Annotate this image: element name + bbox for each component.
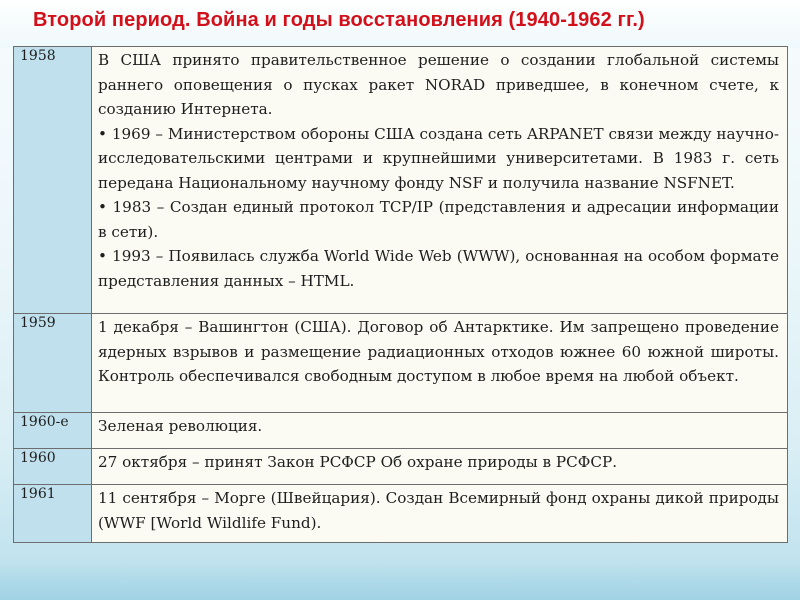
table-row — [14, 314, 788, 413]
event-text-cell — [92, 449, 788, 485]
event-text-cell — [92, 47, 788, 314]
chronology-table — [13, 46, 788, 543]
table-row — [14, 413, 788, 449]
event-text-cell — [92, 485, 788, 543]
event-paragraph: • 1993 – Появилась служба World Wide Web (WWW), основанная на особом формате представления данных – HTML. — [98, 247, 779, 290]
year-cell: 1960-е — [14, 413, 92, 449]
year-cell: 1960 — [14, 449, 92, 485]
table-row — [14, 449, 788, 485]
event-paragraph: В США принято правительственное решение о создании глобальной системы раннего оповещения о пусках ракет NORAD приведшее, в конечном счете, к созданию Интернета. — [98, 51, 779, 118]
event-text-cell — [92, 413, 788, 449]
table-row — [14, 485, 788, 543]
table-row — [14, 47, 788, 314]
event-text-cell — [92, 314, 788, 413]
year-cell: 1961 — [14, 485, 92, 543]
slide-background-bottom — [0, 560, 800, 600]
event-paragraph: 11 сентября – Морге (Швейцария). Создан Всемирный фонд охраны дикой природы (WWF [World Wildlife Fund). — [98, 489, 779, 532]
event-paragraph: Зеленая революция. — [98, 417, 263, 435]
event-paragraph: • 1983 – Создан единый протокол TCP/IP (представления и адресации информации в сети). — [98, 198, 779, 241]
event-paragraph: 1 декабря – Вашингтон (США). Договор об Антарктике. Им запрещено проведение ядерных взрывов и размещение радиационных отходов южнее 60 южной широты. Контроль обеспечивался свободным доступом в любое время на любой объект. — [98, 318, 779, 385]
event-paragraph: 27 октября – принят Закон РСФСР Об охране природы в РСФСР. — [98, 453, 618, 471]
event-paragraph: • 1969 – Министерством обороны США создана сеть ARPANET связи между научно-исследовательскими центрами и крупнейшими университетами. В 1983 г. сеть передана Национальному научному фонду NSF и получила название NSFNET. — [98, 124, 779, 192]
year-cell: 1958 — [14, 47, 92, 314]
year-cell: 1959 — [14, 314, 92, 413]
slide-title: Второй период. Война и годы восстановления (1940-1962 гг.) — [33, 9, 645, 31]
